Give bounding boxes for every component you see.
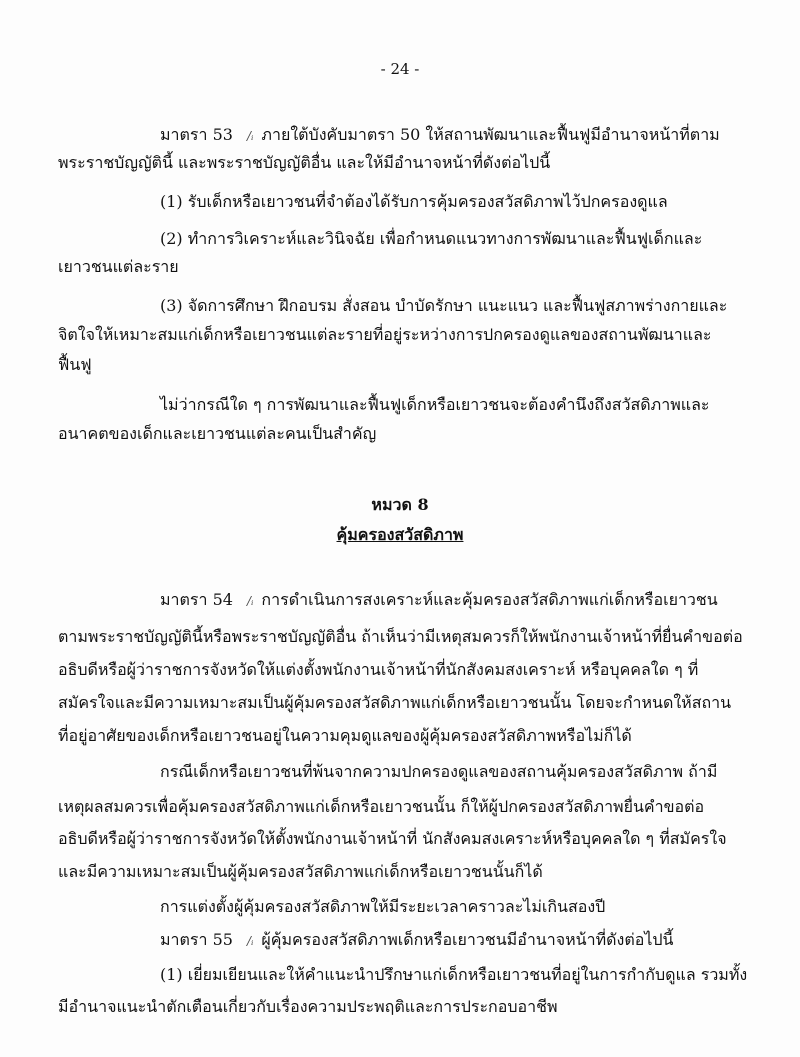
text-line: อนาคตของเด็กและเยาวชนแต่ละคนเป็นสำคัญ [58,424,377,443]
paragraph-line: การแต่งตั้งผู้คุ้มครองสวัสดิภาพให้มีระยะเวลาคราวละไม่เกินสองปี [160,897,606,916]
section-54-label: มาตรา 54 [160,590,233,609]
text-line: ที่อยู่อาศัยของเด็กหรือเยาวชนอยู่ในความคุมดูแลของผู้คุ้มครองสวัสดิภาพหรือไม่ก็ได้ [58,726,632,745]
text-line: เหตุผลสมควรเพื่อคุ้มครองสวัสดิภาพแก่เด็กหรือเยาวชนนั้น ก็ให้ผู้ปกครองสวัสดิภาพยื่นคำขอต่อ [58,797,705,816]
paragraph-line: กรณีเด็กหรือเยาวชนที่พ้นจากความปกครองดูแลของสถานคุ้มครองสวัสดิภาพ ถ้ามี [160,762,718,781]
chapter-subtitle: คุ้มครองสวัสดิภาพ [336,525,464,544]
page-number: - 24 - [380,60,420,78]
text-line: จิตใจให้เหมาะสมแก่เด็กหรือเยาวชนแต่ละรายที่อยู่ระหว่างการปกครองดูแลของสถานพัฒนาและ [58,325,712,344]
section-54-first-line [160,590,760,611]
handwritten-mark-icon: /ᵢ [246,593,254,608]
section-53-first-line [160,125,760,146]
handwritten-mark-icon: /ᵢ [246,933,254,948]
section-53-label: มาตรา 53 [160,125,233,144]
text-line: อธิบดีหรือผู้ว่าราชการจังหวัดให้แต่งตั้งพนักงานเจ้าหน้าที่นักสังคมสงเคราะห์ หรือบุคคลใด ๆ ที่ [58,660,699,679]
text-line: ตามพระราชบัญญัตินี้หรือพระราชบัญญัติอื่น ถ้าเห็นว่ามีเหตุสมควรก็ให้พนักงานเจ้าหน้าที่ยื่นคำขอต่อ [58,627,743,646]
section-55-label: มาตรา 55 [160,930,233,949]
text-line: พระราชบัญญัตินี้ และพระราชบัญญัติอื่น และให้มีอำนาจหน้าที่ดังต่อไปนี้ [58,153,551,172]
section-55-text: ผู้คุ้มครองสวัสดิภาพเด็กหรือเยาวชนมีอำนาจหน้าที่ดังต่อไปนี้ [261,930,674,949]
text-line: อธิบดีหรือผู้ว่าราชการจังหวัดให้ตั้งพนักงานเจ้าหน้าที่ นักสังคมสงเคราะห์หรือบุคคลใด ๆ ที่สมัครใจ [58,829,727,848]
list-item: (2) ทำการวิเคราะห์และวินิจฉัย เพื่อกำหนดแนวทางการพัฒนาและฟื้นฟูเด็กและ [160,229,703,248]
section-53-text: ภายใต้บังคับมาตรา 50 ให้สถานพัฒนาและฟื้นฟูมีอำนาจหน้าที่ตาม [261,125,720,144]
handwritten-mark-icon: /ᵢ [246,128,254,143]
text-line: ฟื้นฟู [58,355,92,374]
text-line: เยาวชนแต่ละราย [58,257,179,276]
chapter-title: หมวด 8 [371,495,429,514]
section-55-first-line [160,930,760,951]
text-line: และมีความเหมาะสมเป็นผู้คุ้มครองสวัสดิภาพแก่เด็กหรือเยาวชนนั้นก็ได้ [58,862,543,881]
list-item: (1) รับเด็กหรือเยาวชนที่จำต้องได้รับการคุ้มครองสวัสดิภาพไว้ปกครองดูแล [160,192,668,211]
section-54-text: การดำเนินการสงเคราะห์และคุ้มครองสวัสดิภาพแก่เด็กหรือเยาวชน [261,590,718,609]
text-line: สมัครใจและมีความเหมาะสมเป็นผู้คุ้มครองสวัสดิภาพแก่เด็กหรือเยาวชนนั้น โดยจะกำหนดให้สถาน [58,693,732,712]
paragraph-line: ไม่ว่ากรณีใด ๆ การพัฒนาและฟื้นฟูเด็กหรือเยาวชนจะต้องคำนึงถึงสวัสดิภาพและ [160,395,710,414]
list-item: (1) เยี่ยมเยียนและให้คำแนะนำปรึกษาแก่เด็กหรือเยาวชนที่อยู่ในการกำกับดูแล รวมทั้ง [160,965,748,984]
text-line: มีอำนาจแนะนำตักเตือนเกี่ยวกับเรื่องความประพฤติและการประกอบอาชีพ [58,997,558,1016]
list-item: (3) จัดการศึกษา ฝึกอบรม สั่งสอน บำบัดรักษา แนะแนว และฟื้นฟูสภาพร่างกายและ [160,296,728,315]
